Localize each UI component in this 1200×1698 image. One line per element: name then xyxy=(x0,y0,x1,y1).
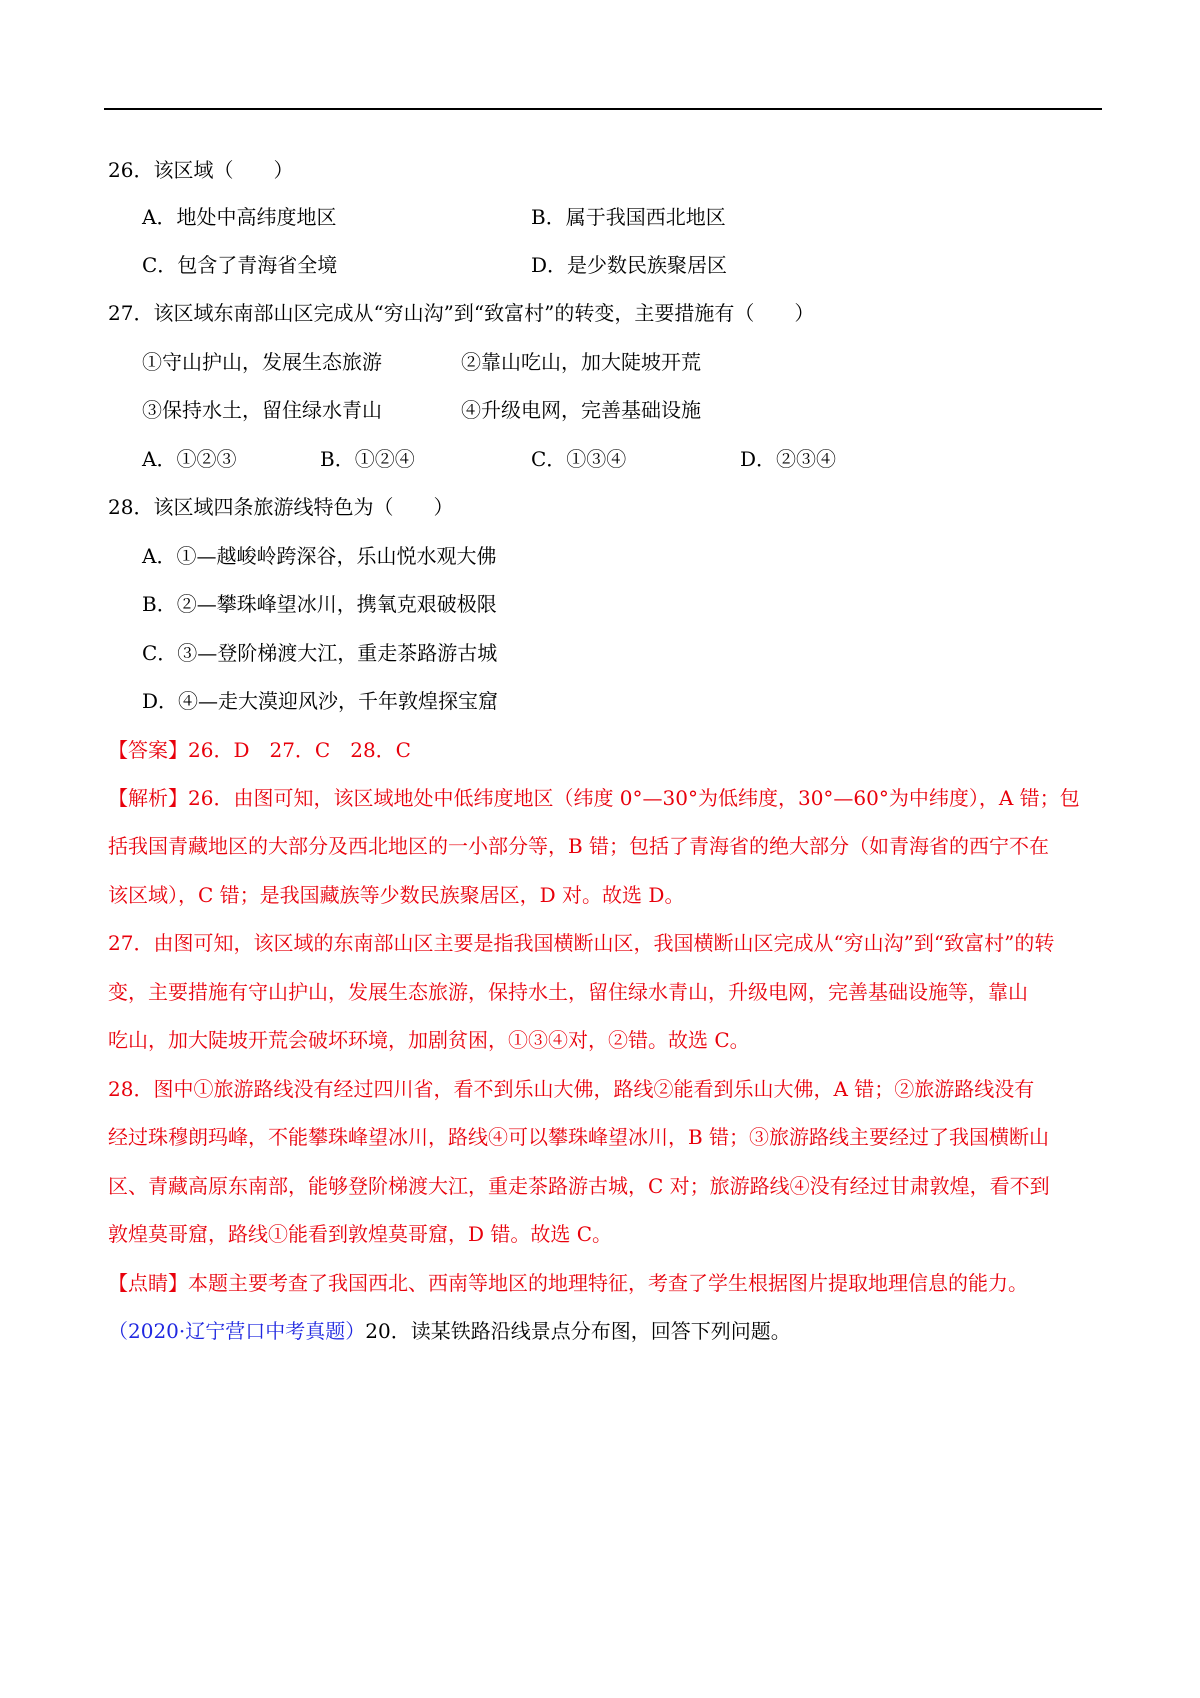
q27-option-c: C．①③④ xyxy=(531,447,627,471)
q27-item-4: ④升级电网，完善基础设施 xyxy=(461,398,701,422)
comment-line: 【点睛】本题主要考查了我国西北、西南等地区的地理特征，考查了学生根据图片提取地理信息的能力。 xyxy=(108,1271,1028,1295)
next-question-line xyxy=(108,1318,791,1344)
q28-option-d: D．④—走大漠迎风沙，千年敦煌探宝窟 xyxy=(142,689,499,713)
analysis-line-9: 区、青藏高原东南部，能够登阶梯渡大江，重走茶路游古城，C 对；旅游路线④没有经过甘肃敦煌，看不到 xyxy=(108,1174,1050,1198)
q27-option-a: A．①②③ xyxy=(142,447,237,471)
q28-option-c: C．③—登阶梯渡大江，重走茶路游古城 xyxy=(142,641,498,665)
q27-stem: 27．该区域东南部山区完成从“穷山沟”到“致富村”的转变，主要措施有（ ） xyxy=(108,301,815,325)
analysis-line-7: 28．图中①旅游路线没有经过四川省，看不到乐山大佛，路线②能看到乐山大佛，A 错；②旅游路线没有 xyxy=(108,1077,1035,1101)
q26-option-a: A．地处中高纬度地区 xyxy=(142,205,337,229)
question-20-stem: 20．读某铁路沿线景点分布图，回答下列问题。 xyxy=(365,1319,791,1343)
analysis-line-3: 该区域），C 错；是我国藏族等少数民族聚居区，D 对。故选 D。 xyxy=(108,883,685,907)
q27-option-d: D．②③④ xyxy=(740,447,837,471)
q26-option-b: B．属于我国西北地区 xyxy=(531,205,726,229)
question-source: （2020·辽宁营口中考真题） xyxy=(108,1319,366,1343)
q26-option-d: D．是少数民族聚居区 xyxy=(531,253,728,277)
q27-item-1: ①守山护山，发展生态旅游 xyxy=(142,350,382,374)
analysis-line-6: 吃山，加大陡坡开荒会破坏环境，加剧贫困，①③④对，②错。故选 C。 xyxy=(108,1028,750,1052)
q27-item-2: ②靠山吃山，加大陡坡开荒 xyxy=(461,350,701,374)
analysis-line-2: 括我国青藏地区的大部分及西北地区的一小部分等，B 错；包括了青海省的绝大部分（如青海省的西宁不在 xyxy=(108,834,1050,858)
q28-option-b: B．②—攀珠峰望冰川，携氧克艰破极限 xyxy=(142,592,497,616)
header-rule xyxy=(104,108,1102,110)
analysis-line-8: 经过珠穆朗玛峰，不能攀珠峰望冰川，路线④可以攀珠峰望冰川，B 错；③旅游路线主要经过了我国横断山 xyxy=(108,1125,1050,1149)
q27-option-b: B．①②④ xyxy=(320,447,415,471)
answer-line: 【答案】26．D 27．C 28．C xyxy=(108,738,411,762)
q26-option-c: C．包含了青海省全境 xyxy=(142,253,338,277)
q26-stem: 26．该区域（ ） xyxy=(108,158,294,182)
q28-option-a: A．①—越峻岭跨深谷，乐山悦水观大佛 xyxy=(142,544,497,568)
analysis-line-5: 变，主要措施有守山护山，发展生态旅游，保持水土，留住绿水青山，升级电网，完善基础设施等，靠山 xyxy=(108,980,1028,1004)
analysis-line-4: 27．由图可知，该区域的东南部山区主要是指我国横断山区，我国横断山区完成从“穷山沟”到“致富村”的转 xyxy=(108,931,1055,955)
analysis-line-10: 敦煌莫哥窟，路线①能看到敦煌莫哥窟，D 错。故选 C。 xyxy=(108,1222,613,1246)
q28-stem: 28．该区域四条旅游线特色为（ ） xyxy=(108,495,454,519)
q27-item-3: ③保持水土，留住绿水青山 xyxy=(142,398,382,422)
analysis-line-1: 【解析】26．由图可知，该区域地处中低纬度地区（纬度 0°—30°为低纬度，30°—60°为中纬度），A 错；包 xyxy=(108,786,1080,810)
